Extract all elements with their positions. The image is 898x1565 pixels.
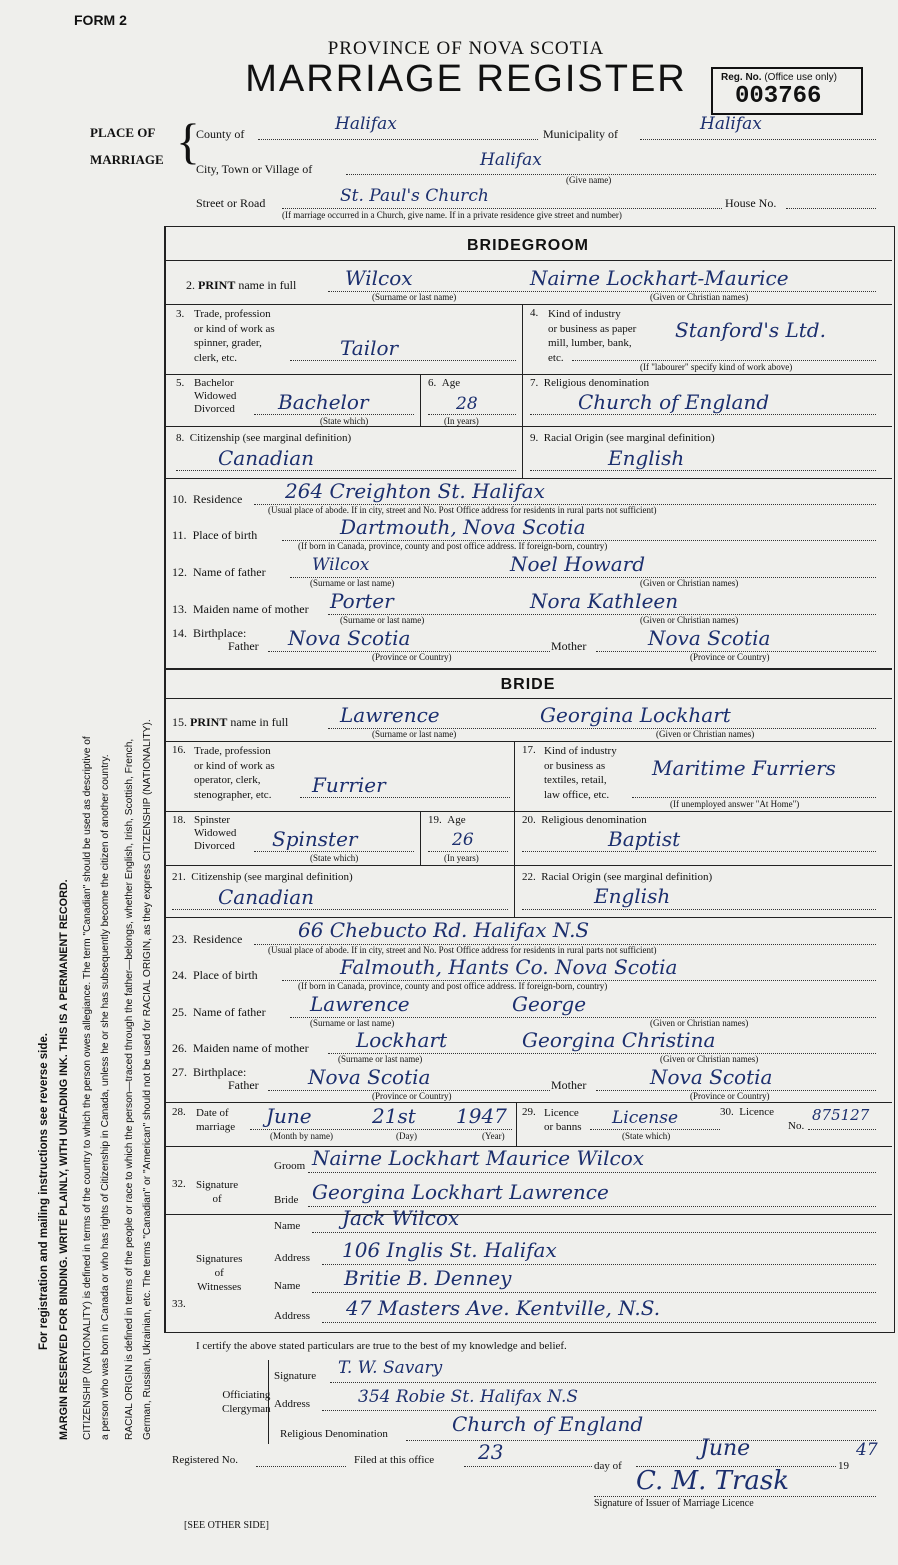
bride-father-surname: Lawrence (310, 992, 410, 1016)
city-value: Halifax (480, 150, 542, 170)
groom-residence: 264 Creighton St. Halifax (285, 479, 545, 503)
municipality-label: Municipality of (543, 127, 618, 141)
issuer-signature: C. M. Trask (636, 1466, 790, 1496)
marriage-year: 1947 (456, 1104, 507, 1128)
street-label: Street or Road (196, 196, 266, 210)
municipality-value: Halifax (700, 114, 762, 134)
bride-citizenship: Canadian (218, 885, 315, 909)
witness-2-address: 47 Masters Ave. Kentville, N.S. (346, 1296, 661, 1320)
groom-surname: Wilcox (345, 266, 413, 290)
form-number: FORM 2 (74, 12, 127, 28)
groom-citizenship: Canadian (218, 446, 315, 470)
groom-origin: English (608, 446, 685, 470)
groom-industry-label: Kind of industry or business as paper mill, lumber, bank, etc. (548, 308, 637, 364)
groom-father-birthplace: Nova Scotia (288, 626, 411, 650)
witness-1-name: Jack Wilcox (342, 1206, 460, 1230)
city-label: City, Town or Village of (196, 162, 313, 176)
bride-age: 26 (452, 830, 474, 850)
clergy-signature: T. W. Savary (338, 1358, 443, 1378)
groom-age: 28 (456, 394, 478, 414)
bride-industry: Maritime Furriers (652, 756, 836, 780)
place-heading-2: MARRIAGE (90, 152, 164, 167)
bride-mother-birthplace: Nova Scotia (650, 1065, 773, 1089)
province-heading: PROVINCE OF NOVA SCOTIA (327, 38, 605, 59)
bride-status: Spinster (272, 827, 358, 851)
groom-given-names: Nairne Lockhart-Maurice (530, 266, 789, 290)
groom-mother-given: Nora Kathleen (530, 589, 679, 613)
groom-mother-birthplace: Nova Scotia (648, 626, 771, 650)
groom-status: Bachelor (278, 390, 369, 414)
reg-number: 003766 (735, 83, 822, 110)
side-note-2: MARGIN RESERVED FOR BINDING. WRITE PLAINLY, WITH UNFADING INK. THIS IS A PERMANENT RECORD. (58, 879, 70, 1440)
groom-religion: Church of England (578, 390, 770, 414)
groom-signature: Nairne Lockhart Maurice Wilcox (312, 1146, 645, 1170)
place-brace: { (176, 113, 200, 169)
side-note-4: a person who was born in Canada or who has rights of Citizenship in Canada, unless he or she has subsequently become the citizen of another country. (100, 754, 111, 1440)
groom-industry: Stanford's Ltd. (675, 318, 826, 342)
bride-trade: Furrier (312, 773, 386, 797)
marriage-date-label: Date of marriage (196, 1107, 236, 1133)
see-other-side: [SEE OTHER SIDE] (184, 1520, 269, 1531)
clergy-address: 354 Robie St. Halifax N.S (358, 1387, 579, 1407)
side-note-1: For registration and mailing instructions see reverse side. (38, 1033, 50, 1350)
bride-father-birthplace: Nova Scotia (308, 1065, 431, 1089)
clergy-denomination: Church of England (452, 1412, 644, 1436)
street-value: St. Paul's Church (340, 186, 489, 206)
bride-mother-given: Georgina Christina (522, 1028, 716, 1052)
give-name-caption: (Give name) (566, 175, 612, 185)
bride-father-given: George (512, 992, 587, 1016)
bride-heading: BRIDE (500, 676, 556, 693)
print-label: PRINT (198, 278, 236, 292)
bridegroom-heading: BRIDEGROOM (467, 237, 589, 254)
side-note-3: CITIZENSHIP (NATIONALITY) is defined in terms of the country to which the person owes allegiance. The term "Canadian" should be used as descriptive of (82, 736, 93, 1440)
bride-origin: English (594, 884, 671, 908)
place-note: (If marriage occurred in a Church, give name. If in a private residence give street and number) (282, 210, 622, 220)
bride-industry-label: Kind of industry or business as textiles, retail, law office, etc. (544, 745, 617, 801)
groom-birthplace: Dartmouth, Nova Scotia (340, 515, 586, 539)
bride-surname: Lawrence (340, 703, 440, 727)
groom-father-given: Noel Howard (510, 552, 646, 576)
licence-type: License (612, 1108, 679, 1128)
county-label: County of (196, 127, 245, 141)
reg-label: Reg. No. (721, 72, 762, 83)
signature-label: Signature of (196, 1179, 239, 1205)
bride-birthplace: Falmouth, Hants Co. Nova Scotia (340, 955, 678, 979)
marriage-day: 21st (372, 1104, 416, 1128)
bride-signature: Georgina Lockhart Lawrence (312, 1180, 609, 1204)
certify-statement: I certify the above stated particulars are true to the best of my knowledge and belief. (196, 1340, 567, 1352)
bride-given-names: Georgina Lockhart (540, 703, 731, 727)
bride-status-label: Spinster Widowed Divorced (194, 814, 237, 852)
witness-2-name: Britie B. Denney (344, 1266, 512, 1290)
licence-number: 875127 (812, 1106, 870, 1124)
witnesses-label: Signatures of Witnesses (196, 1253, 243, 1293)
bride-mother-surname: Lockhart (356, 1028, 448, 1052)
witness-1-address: 106 Inglis St. Halifax (342, 1238, 557, 1262)
groom-trade: Tailor (340, 336, 399, 360)
house-label: House No. (725, 196, 777, 210)
filed-month: June (700, 1436, 751, 1461)
bride-religion: Baptist (608, 827, 681, 851)
officiating-label: Officiating Clergyman (222, 1389, 271, 1415)
groom-father-surname: Wilcox (312, 555, 370, 575)
page-title: MARRIAGE REGISTER (245, 58, 687, 100)
side-note-5: RACIAL ORIGIN is defined in terms of the people or race to which the person—traced through the father—belongs, whether English, Irish, Scottish, French, (124, 738, 135, 1440)
filed-year: 47 (856, 1440, 878, 1460)
licence-type-label: Licence or banns (544, 1107, 582, 1133)
groom-mother-surname: Porter (330, 589, 394, 613)
groom-trade-label: Trade, profession or kind of work as spinner, grader, clerk, etc. (194, 308, 275, 364)
reg-note: (Office use only) (764, 72, 837, 83)
groom-status-label: Bachelor Widowed Divorced (194, 377, 237, 415)
side-note-6: German, Russian, Ukrainian, etc. The terms "Canadian" or "American" should not be used for RACIAL ORIGIN, as they express CITIZENSHIP (NATIONALITY). (142, 719, 153, 1440)
bride-trade-label: Trade, profession or kind of work as operator, clerk, stenographer, etc. (194, 745, 275, 801)
filed-day: 23 (478, 1440, 504, 1464)
marriage-month: June (266, 1104, 312, 1128)
bride-residence: 66 Chebucto Rd. Halifax N.S (298, 918, 590, 942)
county-value: Halifax (335, 114, 397, 134)
reg-number-box (711, 67, 863, 115)
place-heading-1: PLACE OF (90, 125, 156, 140)
